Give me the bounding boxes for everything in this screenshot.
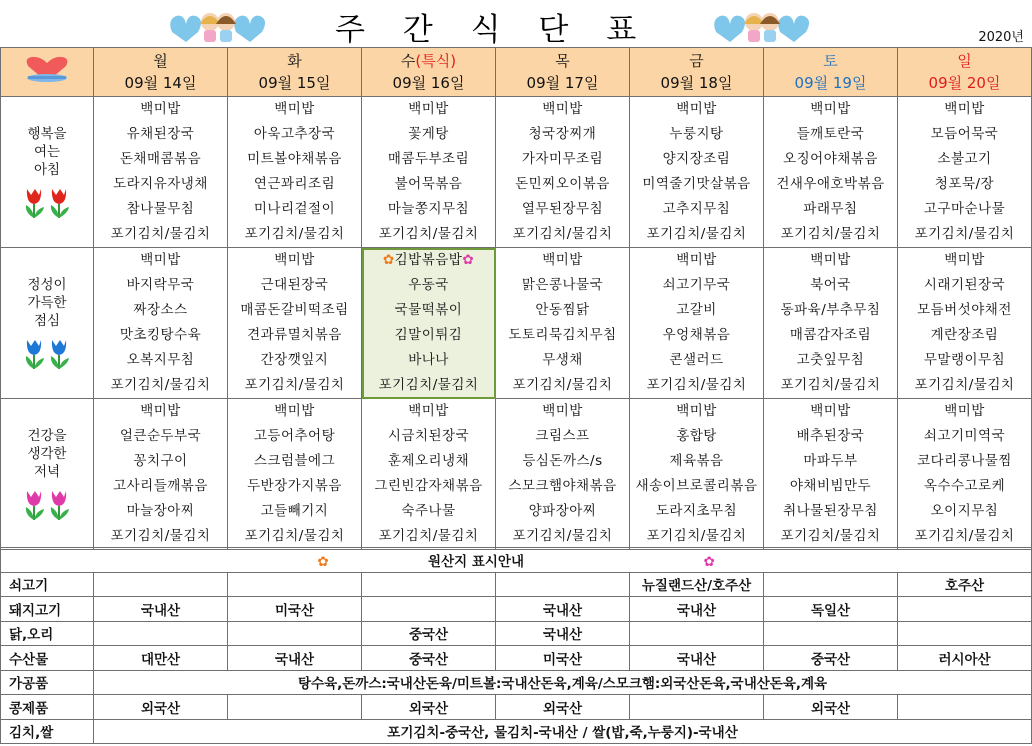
menu-item: 동파육/부추무침 xyxy=(780,302,881,318)
day-header-0 xyxy=(94,48,228,97)
origin-cell xyxy=(228,695,362,720)
meal-label xyxy=(1,97,94,248)
day-name-text: 목 xyxy=(555,52,570,70)
day-date: 09월 18일 xyxy=(660,74,733,92)
menu-cell xyxy=(898,399,1032,550)
meal-row xyxy=(1,97,1032,248)
menu-item: 포기김치/물김치 xyxy=(512,377,613,393)
menu-item: 우엉채볶음 xyxy=(662,327,731,343)
day-name xyxy=(898,50,1031,72)
origin-cell xyxy=(764,572,898,597)
menu-item: 맛초킹탕수육 xyxy=(119,327,202,343)
origin-row-label: 가공품 xyxy=(1,670,94,695)
menu-item: 시래기된장국 xyxy=(923,277,1006,293)
origin-cell: 미국산 xyxy=(228,597,362,622)
day-name-text: 토 xyxy=(823,52,838,70)
menu-item: 맑은콩나물국 xyxy=(521,277,604,293)
menu-item: 매콤돈갈비떡조림 xyxy=(240,302,349,318)
menu-item xyxy=(362,248,495,273)
origin-cell xyxy=(630,621,764,646)
flower-icon: ✿ xyxy=(382,252,395,268)
menu-item: 우동국 xyxy=(408,277,449,293)
special-meal-tag: (특식) xyxy=(415,52,457,70)
day-header-6 xyxy=(898,48,1032,97)
menu-item: 백미밥 xyxy=(542,403,583,419)
menu-item: 포기김치/물김치 xyxy=(110,377,211,393)
menu-item: 건새우애호박볶음 xyxy=(776,176,885,192)
menu-cell xyxy=(630,399,764,550)
menu-item: 얼큰순두부국 xyxy=(119,428,202,444)
origin-cell: 외국산 xyxy=(362,695,496,720)
origin-title-row xyxy=(1,548,1032,573)
cupid-icon-left xyxy=(162,2,274,44)
menu-item: 포기김치/물김치 xyxy=(378,528,479,544)
menu-cell xyxy=(228,97,362,248)
menu-item: 백미밥 xyxy=(408,101,449,117)
menu-item: 포기김치/물김치 xyxy=(780,377,881,393)
origin-cell xyxy=(898,695,1032,720)
menu-item: 무생채 xyxy=(542,352,583,368)
day-date: 09월 17일 xyxy=(526,74,599,92)
menu-item: 꽃게탕 xyxy=(408,126,449,142)
menu-item: 고춧잎무침 xyxy=(796,352,865,368)
menu-item: 새송이브로콜리볶음 xyxy=(635,478,758,494)
menu-item: 돈채매콤볶음 xyxy=(119,151,202,167)
menu-item: 마파두부 xyxy=(803,453,858,469)
menu-item-text: 김밥볶음밥 xyxy=(394,252,463,268)
menu-item: 백미밥 xyxy=(542,252,583,268)
menu-item: 백미밥 xyxy=(676,101,717,117)
origin-cell: 국내산 xyxy=(630,646,764,671)
origin-note: 탕수육,돈까스:국내산돈육/미트볼:국내산돈육,계육/스모크햄:외국산돈육,국내산돈육,계육 xyxy=(94,670,1032,695)
menu-item: 백미밥 xyxy=(810,101,851,117)
origin-cell xyxy=(94,572,228,597)
menu-item: 포기김치/물김치 xyxy=(780,226,881,242)
menu-item: 포기김치/물김치 xyxy=(244,377,345,393)
menu-item: 포기김치/물김치 xyxy=(914,377,1015,393)
menu-cell xyxy=(630,248,764,399)
menu-cell xyxy=(630,97,764,248)
menu-item: 도라지유자냉채 xyxy=(113,176,208,192)
meal-label-line: 저녁 xyxy=(33,464,61,480)
menu-item: 고갈비 xyxy=(676,302,717,318)
menu-item: 들깨토란국 xyxy=(796,126,865,142)
menu-item: 돈민찌오이볶음 xyxy=(515,176,610,192)
menu-cell xyxy=(898,97,1032,248)
day-name xyxy=(362,50,495,72)
origin-row xyxy=(1,670,1032,695)
year-label: 2020년 xyxy=(978,30,1024,45)
origin-cell: 국내산 xyxy=(496,621,630,646)
origin-cell: 국내산 xyxy=(94,597,228,622)
origin-cell xyxy=(228,621,362,646)
menu-cell xyxy=(764,97,898,248)
origin-cell: 외국산 xyxy=(764,695,898,720)
menu-item: 포기김치/물김치 xyxy=(378,226,479,242)
menu-item: 불어묵볶음 xyxy=(394,176,463,192)
menu-item: 백미밥 xyxy=(408,403,449,419)
origin-cell: 대만산 xyxy=(94,646,228,671)
menu-item: 백미밥 xyxy=(140,101,181,117)
meal-label-line: 아침 xyxy=(33,162,61,178)
menu-cell xyxy=(94,248,228,399)
menu-item: 견과류멸치볶음 xyxy=(247,327,342,343)
menu-cell xyxy=(362,248,496,399)
origin-row xyxy=(1,695,1032,720)
weekly-menu-table xyxy=(0,47,1032,550)
meal-label-line: 정성이 xyxy=(27,277,67,293)
menu-item: 북어국 xyxy=(810,277,851,293)
menu-cell xyxy=(496,97,630,248)
menu-item: 백미밥 xyxy=(274,403,315,419)
menu-cell xyxy=(496,248,630,399)
menu-cell xyxy=(362,97,496,248)
menu-item: 미트볼야채볶음 xyxy=(247,151,342,167)
menu-item: 포기김치/물김치 xyxy=(244,226,345,242)
day-name-text: 월 xyxy=(153,52,168,70)
menu-cell xyxy=(898,248,1032,399)
menu-item: 고구마순나물 xyxy=(923,201,1006,217)
day-name xyxy=(496,50,629,72)
menu-item: 고등어추어탕 xyxy=(253,428,336,444)
menu-item: 열무된장무침 xyxy=(521,201,604,217)
menu-item: 근대된장국 xyxy=(260,277,329,293)
origin-cell: 외국산 xyxy=(496,695,630,720)
menu-item: 마늘장아찌 xyxy=(126,503,195,519)
menu-item: 백미밥 xyxy=(140,403,181,419)
menu-item: 포기김치/물김치 xyxy=(914,226,1015,242)
origin-cell xyxy=(362,572,496,597)
origin-cell: 독일산 xyxy=(764,597,898,622)
menu-item: 청국장찌개 xyxy=(528,126,597,142)
meal-row xyxy=(1,248,1032,399)
menu-item: 시금치된장국 xyxy=(387,428,470,444)
menu-item: 등심돈까스/s xyxy=(522,453,603,469)
origin-row-label: 닭,오리 xyxy=(1,621,94,646)
origin-cell xyxy=(898,597,1032,622)
origin-row xyxy=(1,719,1032,744)
menu-item: 백미밥 xyxy=(944,403,985,419)
origin-cell xyxy=(764,621,898,646)
meal-label-line: 행복을 xyxy=(27,126,67,142)
origin-row-label: 돼지고기 xyxy=(1,597,94,622)
menu-item: 양지장조림 xyxy=(662,151,731,167)
menu-item: 도토리묵김치무침 xyxy=(508,327,617,343)
menu-item: 백미밥 xyxy=(944,252,985,268)
menu-item: 백미밥 xyxy=(140,252,181,268)
menu-item: 포기김치/물김치 xyxy=(512,528,613,544)
meal-label-line: 건강을 xyxy=(27,428,67,444)
flower-icon: ✿ xyxy=(317,553,329,570)
origin-row-label: 콩제품 xyxy=(1,695,94,720)
menu-item: 짜장소스 xyxy=(133,302,188,318)
title-bar xyxy=(0,0,1032,47)
menu-item: 오징어야채볶음 xyxy=(783,151,878,167)
menu-item: 훈제오리냉채 xyxy=(387,453,470,469)
menu-item: 숙주나물 xyxy=(401,503,456,519)
menu-cell xyxy=(764,399,898,550)
menu-item: 포기김치/물김치 xyxy=(914,528,1015,544)
origin-cell xyxy=(94,621,228,646)
menu-cell xyxy=(362,399,496,550)
menu-item: 유채된장국 xyxy=(126,126,195,142)
menu-cell xyxy=(94,399,228,550)
day-name xyxy=(94,50,227,72)
origin-table xyxy=(0,547,1032,744)
menu-item: 미나리겉절이 xyxy=(253,201,336,217)
menu-item: 스크럼블에그 xyxy=(253,453,336,469)
menu-item: 백미밥 xyxy=(676,403,717,419)
origin-cell: 중국산 xyxy=(362,646,496,671)
menu-item: 누룽지탕 xyxy=(669,126,724,142)
origin-cell xyxy=(630,695,764,720)
origin-cell: 외국산 xyxy=(94,695,228,720)
menu-item: 안동찜닭 xyxy=(535,302,590,318)
menu-item: 취나물된장무침 xyxy=(783,503,878,519)
menu-item: 매콤감자조림 xyxy=(789,327,872,343)
menu-item: 모듬어묵국 xyxy=(930,126,999,142)
menu-item: 참나물무침 xyxy=(126,201,195,217)
origin-cell xyxy=(898,621,1032,646)
menu-item: 미역줄기맛살볶음 xyxy=(642,176,751,192)
menu-item: 계란장조림 xyxy=(930,327,999,343)
menu-item: 백미밥 xyxy=(542,101,583,117)
menu-item: 홍합탕 xyxy=(676,428,717,444)
page-title: 주 간 식 단 표 xyxy=(335,12,651,48)
day-date: 09월 19일 xyxy=(794,74,867,92)
menu-item: 백미밥 xyxy=(274,252,315,268)
menu-item: 바지락무국 xyxy=(126,277,195,293)
day-header-2 xyxy=(362,48,496,97)
meal-label-line: 가득한 xyxy=(27,295,67,311)
menu-cell xyxy=(228,248,362,399)
origin-cell: 미국산 xyxy=(496,646,630,671)
menu-item: 청포묵/장 xyxy=(934,176,995,192)
origin-cell: 중국산 xyxy=(764,646,898,671)
origin-note: 포기김치-중국산, 물김치-국내산 / 쌀(밥,죽,누룽지)-국내산 xyxy=(94,719,1032,744)
origin-title-cell xyxy=(1,548,1032,573)
origin-row-label: 쇠고기 xyxy=(1,572,94,597)
menu-item: 고추지무침 xyxy=(662,201,731,217)
menu-item: 백미밥 xyxy=(944,101,985,117)
menu-item: 오복지무침 xyxy=(126,352,195,368)
meal-label-line: 점심 xyxy=(33,313,61,329)
menu-item: 쇠고기미역국 xyxy=(923,428,1006,444)
menu-item: 고들빼기지 xyxy=(260,503,329,519)
meal-row xyxy=(1,399,1032,550)
origin-cell: 뉴질랜드산/호주산 xyxy=(630,572,764,597)
day-name-text: 일 xyxy=(957,52,972,70)
menu-cell xyxy=(94,97,228,248)
cupid-icon-right xyxy=(706,2,818,44)
day-name xyxy=(764,50,897,72)
menu-item: 김말이튀김 xyxy=(394,327,463,343)
menu-item: 무말랭이무침 xyxy=(923,352,1006,368)
origin-title: 원산지 표시안내 xyxy=(428,553,525,570)
menu-cell xyxy=(764,248,898,399)
menu-cell xyxy=(228,399,362,550)
day-header-3 xyxy=(496,48,630,97)
day-name xyxy=(228,50,361,72)
origin-cell xyxy=(496,572,630,597)
menu-item: 매콤두부조림 xyxy=(387,151,470,167)
menu-item: 포기김치/물김치 xyxy=(646,226,747,242)
menu-item: 오이지무침 xyxy=(930,503,999,519)
menu-item: 포기김치/물김치 xyxy=(110,226,211,242)
menu-item: 옥수수고로케 xyxy=(923,478,1006,494)
menu-item: 백미밥 xyxy=(676,252,717,268)
origin-cell: 국내산 xyxy=(228,646,362,671)
menu-item: 두반장가지볶음 xyxy=(247,478,342,494)
menu-item: 포기김치/물김치 xyxy=(646,528,747,544)
menu-item: 간장깻잎지 xyxy=(260,352,329,368)
day-date: 09월 16일 xyxy=(392,74,465,92)
meal-label-line: 생각한 xyxy=(27,446,67,462)
menu-item: 배추된장국 xyxy=(796,428,865,444)
menu-item: 콘샐러드 xyxy=(669,352,724,368)
menu-item: 스모크햄야채볶음 xyxy=(508,478,617,494)
menu-item: 마늘쫑지무침 xyxy=(387,201,470,217)
day-name-text: 수 xyxy=(400,52,416,70)
origin-cell: 러시아산 xyxy=(898,646,1032,671)
tulip-icon xyxy=(1,185,93,219)
menu-item: 야채비빔만두 xyxy=(789,478,872,494)
origin-cell: 중국산 xyxy=(362,621,496,646)
menu-item: 아욱고추장국 xyxy=(253,126,336,142)
tulip-icon xyxy=(1,487,93,521)
flower-icon: ✿ xyxy=(703,553,715,570)
menu-item: 포기김치/물김치 xyxy=(244,528,345,544)
day-header-5 xyxy=(764,48,898,97)
menu-item: 꽁치구이 xyxy=(133,453,188,469)
day-header-4 xyxy=(630,48,764,97)
flower-icon: ✿ xyxy=(462,252,475,268)
menu-item: 고사리들깨볶음 xyxy=(113,478,208,494)
day-name-text: 금 xyxy=(689,52,704,70)
origin-row xyxy=(1,597,1032,622)
menu-item: 포기김치/물김치 xyxy=(378,377,479,393)
origin-row xyxy=(1,621,1032,646)
day-date: 09월 14일 xyxy=(124,74,197,92)
origin-row-label: 수산물 xyxy=(1,646,94,671)
menu-item: 모듬버섯야채전 xyxy=(917,302,1012,318)
menu-item: 포기김치/물김치 xyxy=(110,528,211,544)
menu-item: 파래무침 xyxy=(803,201,858,217)
day-name-text: 화 xyxy=(287,52,302,70)
origin-cell xyxy=(362,597,496,622)
heart-icon xyxy=(22,54,72,84)
day-name xyxy=(630,50,763,72)
menu-item: 도라지초무침 xyxy=(655,503,738,519)
origin-row-label: 김치,쌀 xyxy=(1,719,94,744)
menu-item: 양파장아찌 xyxy=(528,503,597,519)
menu-item: 백미밥 xyxy=(274,101,315,117)
menu-item: 포기김치/물김치 xyxy=(780,528,881,544)
menu-item: 제육볶음 xyxy=(669,453,724,469)
meal-label xyxy=(1,399,94,550)
day-date: 09월 15일 xyxy=(258,74,331,92)
menu-item: 포기김치/물김치 xyxy=(646,377,747,393)
day-header-1 xyxy=(228,48,362,97)
menu-item: 포기김치/물김치 xyxy=(512,226,613,242)
origin-cell: 국내산 xyxy=(496,597,630,622)
menu-item: 바나나 xyxy=(408,352,449,368)
origin-cell xyxy=(228,572,362,597)
menu-item: 소불고기 xyxy=(937,151,992,167)
menu-cell xyxy=(496,399,630,550)
heart-header-cell xyxy=(1,48,94,97)
origin-row xyxy=(1,572,1032,597)
tulip-icon xyxy=(1,336,93,370)
menu-item: 코다리콩나물찜 xyxy=(917,453,1012,469)
menu-item: 연근꽈리조림 xyxy=(253,176,336,192)
meal-label xyxy=(1,248,94,399)
menu-item: 쇠고기무국 xyxy=(662,277,731,293)
menu-item: 백미밥 xyxy=(810,403,851,419)
meal-label-line: 여는 xyxy=(33,144,61,160)
menu-item: 국물떡볶이 xyxy=(394,302,463,318)
menu-item: 가자미무조림 xyxy=(521,151,604,167)
day-date: 09월 20일 xyxy=(928,74,1001,92)
menu-item: 크림스프 xyxy=(535,428,590,444)
origin-cell: 호주산 xyxy=(898,572,1032,597)
menu-item: 백미밥 xyxy=(810,252,851,268)
origin-row xyxy=(1,646,1032,671)
origin-cell: 국내산 xyxy=(630,597,764,622)
menu-item: 그린빈감자채볶음 xyxy=(374,478,483,494)
